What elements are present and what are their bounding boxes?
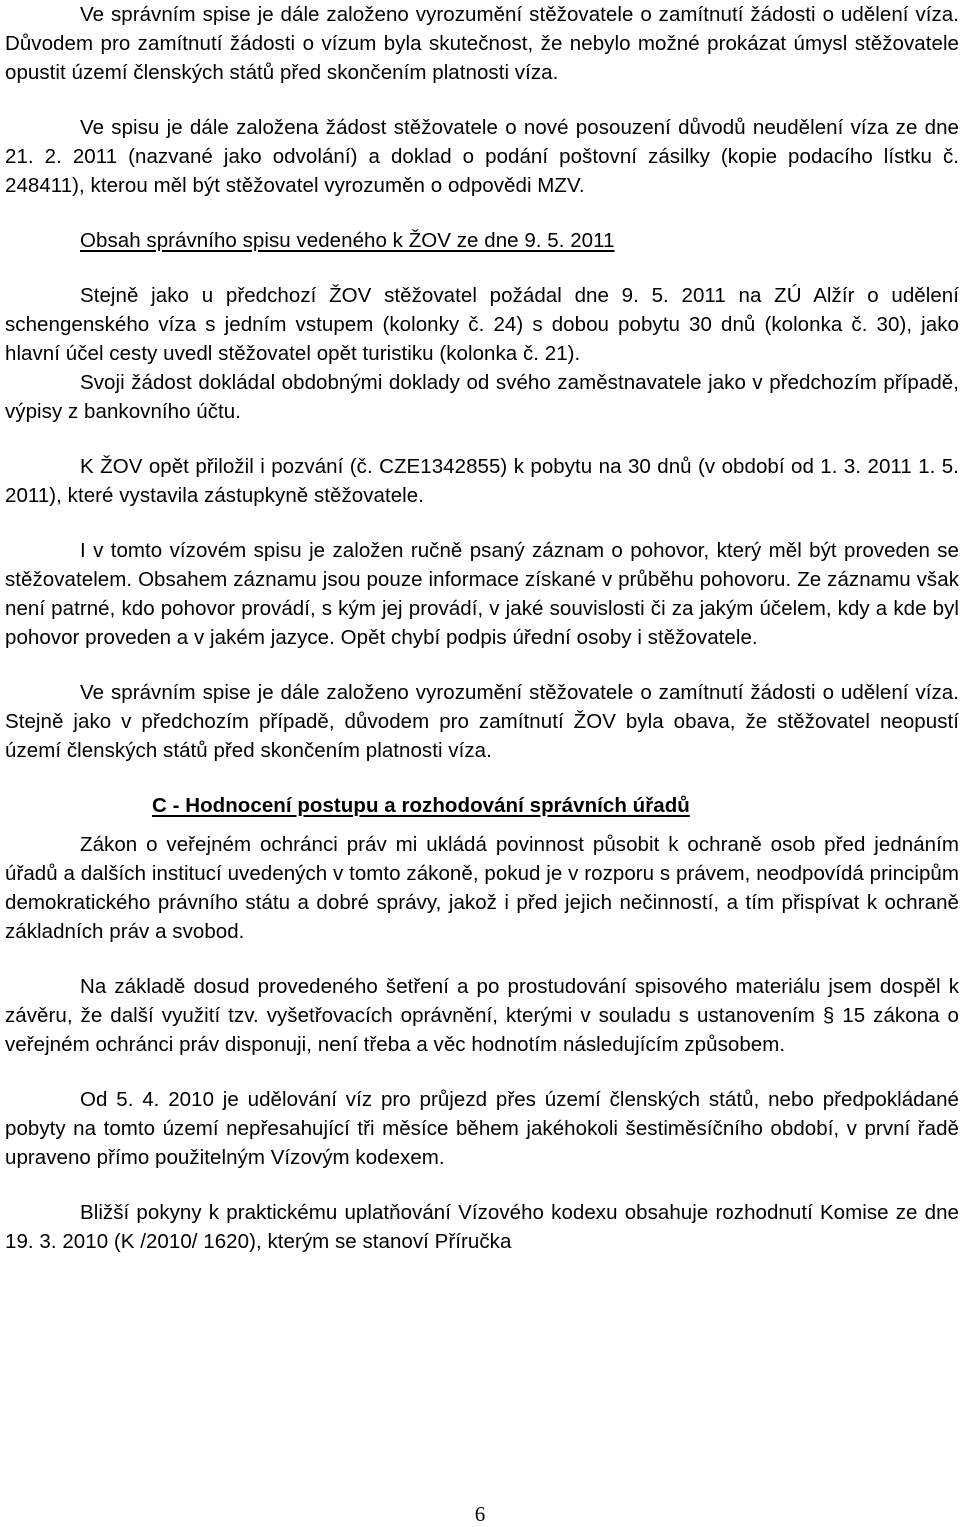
paragraph-visa-refusal-notice: Ve správním spise je dále založeno vyrozumění stěžovatele o zamítnutí žádosti o udělení víza. Důvodem pro zamítnutí žádosti o vízum byla skutečnost, že nebylo možné prokázat úmysl stěžovatele opustit území členských států před skončením platnosti víza.: [5, 3, 959, 84]
paragraph-visa-code: Od 5. 4. 2010 je udělování víz pro průjezd přes území členských států, nebo předpokládané pobyty na tomto území nepřesahující tři měsíce během jakéhokoli šestiměsíčního období, v první řadě upraveno přímo použitelným Vízovým kodexem.: [5, 1088, 959, 1169]
paragraph-commission-decision: Bližší pokyny k praktickému uplatňování Vízového kodexu obsahuje rozhodnutí Komise ze dne 19. 3. 2010 (K /2010/ 1620), kterým se stanoví Příručka: [5, 1201, 959, 1253]
paragraph-invitation: K ŽOV opět přiložil i pozvání (č. CZE1342855) k pobytu na 30 dnů (v období od 1. 3. 2011 1. 5. 2011), které vystavila zástupkyně stěžovatele.: [5, 455, 959, 507]
paragraph-supporting-documents: Svoji žádost dokládal obdobnými doklady od svého zaměstnavatele jako v předchozím případě, výpisy z bankovního účtu.: [5, 371, 959, 423]
section-subheading-file-contents: Obsah správního spisu vedeného k ŽOV ze dne 9. 5. 2011: [80, 229, 615, 252]
document-body: [5, 0, 959, 1256]
paragraph-investigation-conclusion: Na základě dosud provedeného šetření a po prostudování spisového materiálu jsem dospěl k závěru, že další využití tzv. vyšetřovacích oprávnění, kterými v souladu s ustanovením § 15 zákona o veřejném ochránci práv disponuji, není třeba a věc hodnotím následujícím způsobem.: [5, 975, 959, 1056]
paragraph-second-refusal-notice: Ve správním spise je dále založeno vyrozumění stěžovatele o zamítnutí žádosti o udělení víza. Stejně jako v předchozím případě, důvodem pro zamítnutí ŽOV byla obava, že stěžovatel neopustí území členských států před skončením platnosti víza.: [5, 681, 959, 762]
page-number: 6: [474, 1502, 486, 1526]
paragraph-ombudsman-duty: Zákon o veřejném ochránci práv mi ukládá povinnost působit k ochraně osob před jednáním úřadů a dalších institucí uvedených v tomto zákoně, pokud je v rozporu s právem, neodpovídá principům demokratického právního státu a dobré správy, jakož i před jejich nečinností, a tím přispívat k ochraně základních práv a svobod.: [5, 833, 959, 943]
paragraph-reassessment-request: Ve spisu je dále založena žádost stěžovatele o nové posouzení důvodů neudělení víza ze dne 21. 2. 2011 (nazvané jako odvolání) a doklad o podání poštovní zásilky (kopie podacího lístku č. 248411), kterou měl být stěžovatel vyrozuměn o odpovědi MZV.: [5, 116, 959, 197]
paragraph-interview-record: I v tomto vízovém spisu je založen ručně psaný záznam o pohovor, který měl být proveden se stěžovatelem. Obsahem záznamu jsou pouze informace získané v průběhu pohovoru. Ze záznamu však není patrné, kdo pohovor provádí, s kým jej provádí, v jaké souvislosti či za jakým účelem, kdy a kde byl pohovor proveden a v jakém jazyce. Opět chybí podpis úřední osoby i stěžovatele.: [5, 539, 959, 649]
section-heading-assessment: C - Hodnocení postupu a rozhodování správních úřadů: [152, 794, 690, 817]
paragraph-new-application: Stejně jako u předchozí ŽOV stěžovatel požádal dne 9. 5. 2011 na ZÚ Alžír o udělení schengenského víza s jedním vstupem (kolonky č. 24) s dobou pobytu 30 dnů (kolonka č. 30), jako hlavní účel cesty uvedl stěžovatel opět turistiku (kolonka č. 21).: [5, 284, 959, 365]
